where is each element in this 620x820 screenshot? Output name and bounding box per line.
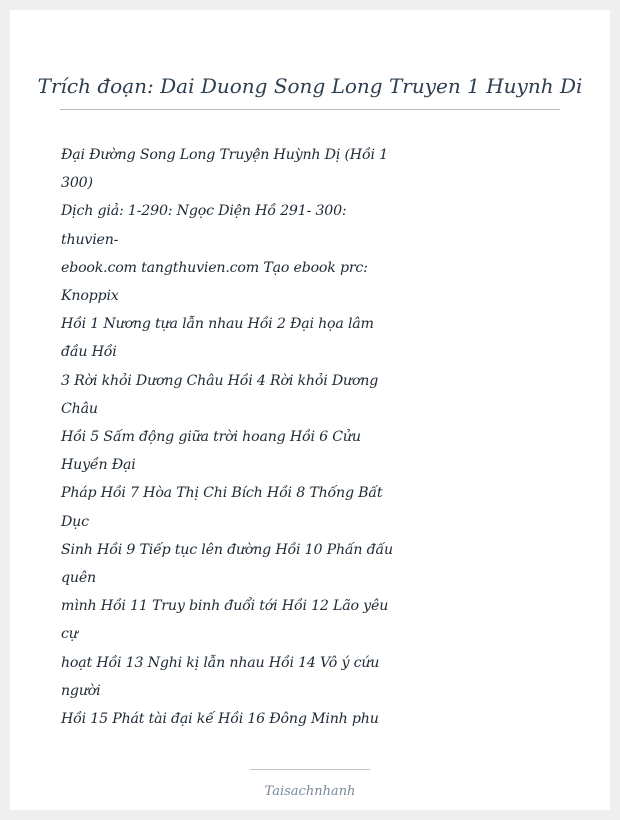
excerpt-line: ebook.com tangthuvien.com Tạo ebook prc: xyxy=(61,259,368,276)
excerpt-line: quên xyxy=(61,570,96,587)
excerpt-body xyxy=(61,141,391,733)
footer-divider xyxy=(250,769,370,770)
excerpt-line: đầu Hồi xyxy=(61,344,117,361)
excerpt-line: 300) xyxy=(61,175,93,192)
excerpt-line: 3 Rời khỏi Dương Châu Hồi 4 Rời khỏi Dương xyxy=(61,372,379,389)
excerpt-line: hoạt Hồi 13 Nghi kị lẫn nhau Hồi 14 Vô ý cứu xyxy=(61,654,380,671)
excerpt-line: Hồi 1 Nương tựa lẫn nhau Hồi 2 Đại họa lâm xyxy=(61,316,374,333)
document-page xyxy=(10,10,610,810)
excerpt-line: thuvien- xyxy=(61,231,119,248)
excerpt-line: Đại Đường Song Long Truyện Huỳnh Dị (Hồi 1 xyxy=(61,147,388,163)
excerpt-line: người xyxy=(61,682,101,699)
excerpt-line: mình Hồi 11 Truy binh đuổi tới Hồi 12 Lão yêu xyxy=(61,598,389,615)
page-title: Trích đoạn: Dai Duong Song Long Truyen 1 Huynh Di xyxy=(37,74,583,98)
footer-site-name: Taisachnhanh xyxy=(264,784,356,799)
excerpt-line: Dục xyxy=(61,513,89,530)
excerpt-line: cự xyxy=(61,626,78,643)
excerpt-line: Knoppix xyxy=(61,288,119,305)
excerpt-line: Hồi 5 Sấm động giữa trời hoang Hồi 6 Cửu xyxy=(61,429,361,446)
excerpt-line: Châu xyxy=(61,400,98,417)
excerpt-line: Sinh Hồi 9 Tiếp tục lên đường Hồi 10 Phấn đấu xyxy=(61,541,393,558)
excerpt-line: Pháp Hồi 7 Hòa Thị Chi Bích Hồi 8 Thống Bất xyxy=(61,485,383,502)
excerpt-line: Huyền Đại xyxy=(61,457,136,474)
excerpt-line: Dịch giả: 1-290: Ngọc Diện Hồ 291- 300: xyxy=(61,203,347,220)
excerpt-line: Hồi 15 Phát tài đại kế Hồi 16 Đông Minh phu xyxy=(61,711,379,728)
title-divider xyxy=(60,109,560,110)
